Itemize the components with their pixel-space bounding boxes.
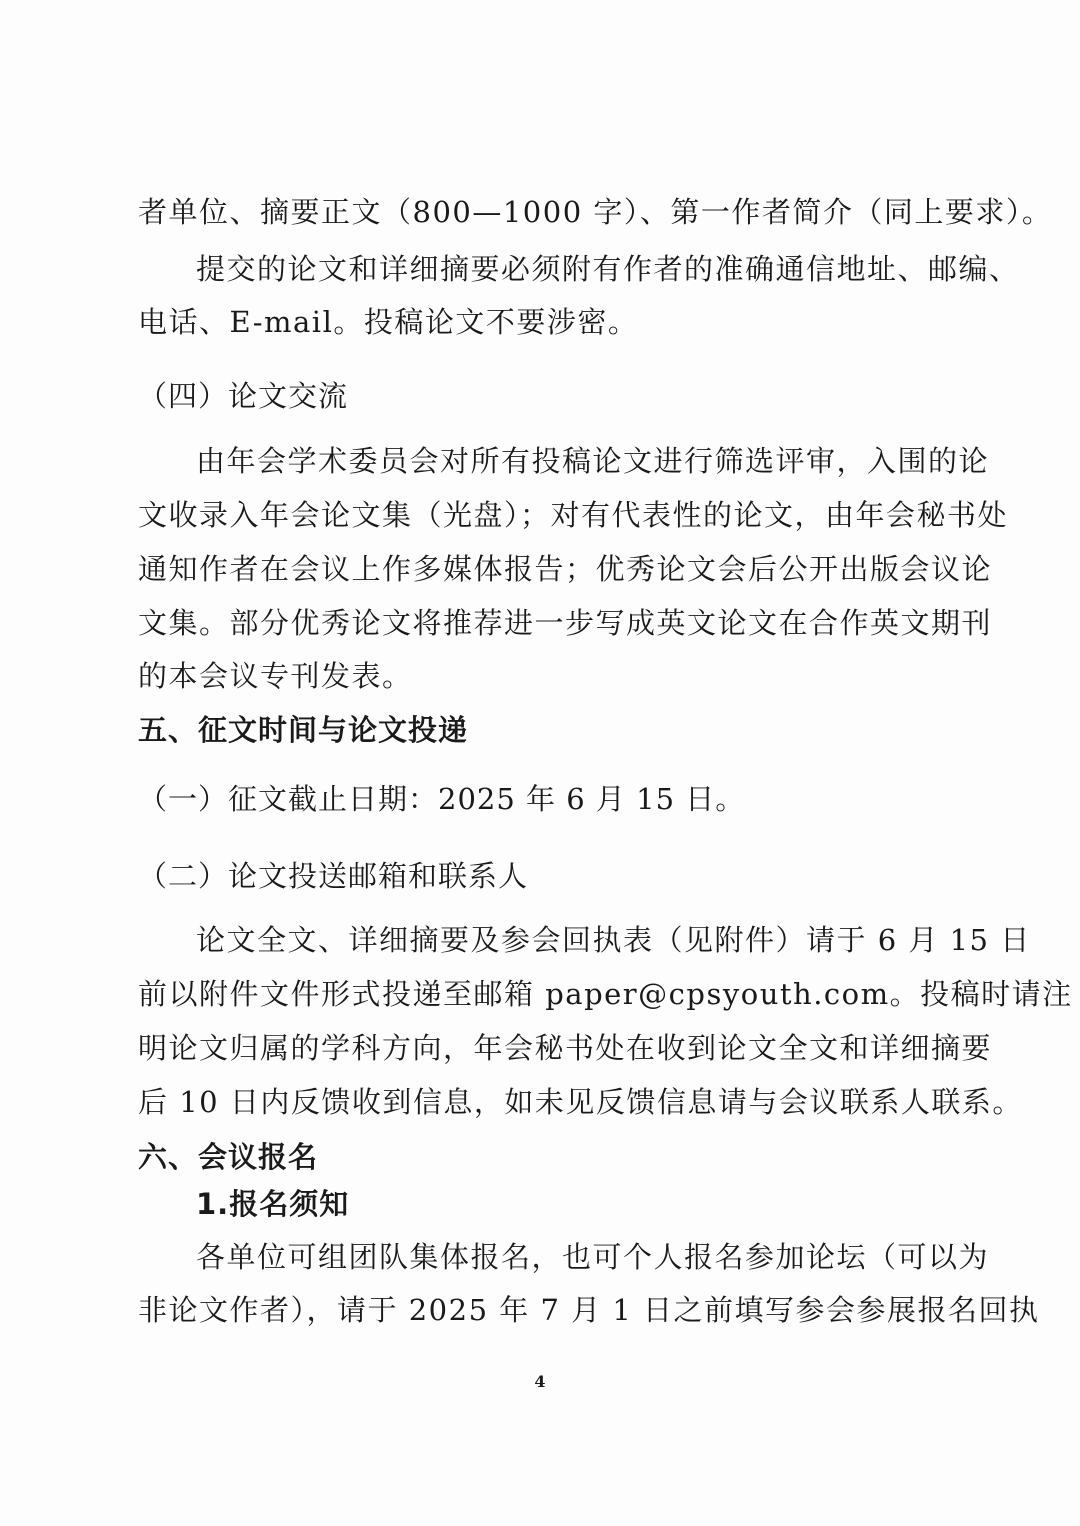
paragraph-line: 提交的论文和详细摘要必须附有作者的准确通信地址、邮编、 bbox=[196, 252, 1020, 286]
paragraph-line: 电话、E-mail。投稿论文不要涉密。 bbox=[138, 305, 639, 339]
paragraph-line: 文集。部分优秀论文将推荐进一步写成英文论文在合作英文期刊 bbox=[138, 606, 993, 640]
paragraph-line: 论文全文、详细摘要及参会回执表（见附件）请于 6 月 15 日 bbox=[196, 923, 1031, 957]
paragraph-line: 明论文归属的学科方向，年会秘书处在收到论文全文和详细摘要 bbox=[138, 1031, 993, 1065]
section-heading: 六、会议报名 bbox=[138, 1140, 319, 1174]
paragraph-line: 由年会学术委员会对所有投稿论文进行筛选评审，入围的论 bbox=[196, 444, 990, 478]
paragraph-line: 后 10 日内反馈收到信息，如未见反馈信息请与会议联系人联系。 bbox=[138, 1085, 1023, 1119]
paragraph-line: 文收录入年会论文集（光盘）；对有代表性的论文，由年会秘书处 bbox=[138, 498, 1009, 532]
section-subheading: （四）论文交流 bbox=[138, 379, 349, 413]
paragraph-line: 前以附件文件形式投递至邮箱 paper@cpsyouth.com。投稿时请注 bbox=[138, 977, 1073, 1011]
section-heading: 五、征文时间与论文投递 bbox=[138, 713, 469, 747]
paragraph-line: 通知作者在会议上作多媒体报告；优秀论文会后公开出版会议论 bbox=[138, 552, 993, 586]
paragraph-line: 的本会议专刊发表。 bbox=[138, 659, 413, 693]
paragraph-line: 者单位、摘要正文（800—1000 字）、第一作者简介（同上要求）。 bbox=[138, 195, 1053, 229]
section-subheading: 1.报名须知 bbox=[196, 1187, 350, 1221]
section-subheading: （二）论文投送邮箱和联系人 bbox=[138, 859, 529, 893]
section-subheading: （一）征文截止日期：2025 年 6 月 15 日。 bbox=[138, 782, 746, 816]
paragraph-line: 各单位可组团队集体报名，也可个人报名参加论坛（可以为 bbox=[196, 1240, 990, 1274]
paragraph-line: 非论文作者），请于 2025 年 7 月 1 日之前填写参会参展报名回执 bbox=[138, 1293, 1040, 1327]
page-number: 4 bbox=[534, 1372, 546, 1391]
